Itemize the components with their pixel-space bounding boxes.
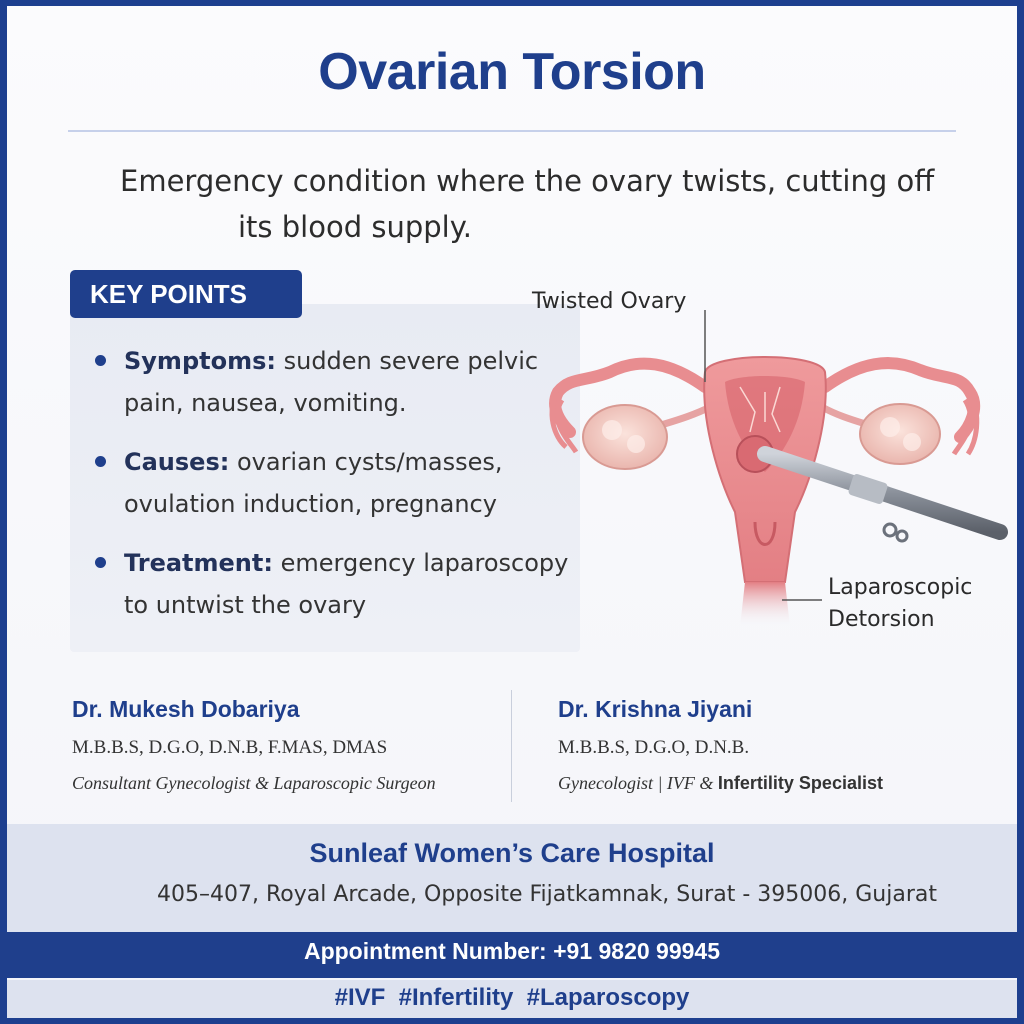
label-detorsion: Detorsion <box>828 607 935 632</box>
key-points-heading: KEY POINTS <box>70 270 302 318</box>
doctor-role <box>558 773 883 794</box>
label-twisted-ovary: Twisted Ovary <box>532 289 687 314</box>
left-ovary <box>583 405 667 469</box>
bullet-icon <box>95 557 106 568</box>
key-point-text: to untwist the ovary <box>124 591 367 619</box>
poster-title: Ovarian Torsion <box>318 43 706 101</box>
doctor-role: Consultant Gynecologist & Laparoscopic Surgeon <box>72 773 436 793</box>
key-point-label: Causes: <box>124 448 230 476</box>
cervix <box>740 582 790 627</box>
key-points-list <box>92 340 580 643</box>
doctor-role-specialty: Infertility Specialist <box>717 773 883 793</box>
hashtags: #IVF #Infertility #Laparoscopy <box>334 984 690 1011</box>
title-divider <box>68 130 956 132</box>
bullet-icon <box>95 456 106 467</box>
key-point-label: Symptoms: <box>124 347 276 375</box>
key-point-symptoms <box>92 340 580 424</box>
doctor-divider <box>511 690 512 802</box>
doctor-qualifications: M.B.B.S, D.G.O, D.N.B. <box>558 737 750 758</box>
appointment-number: Appointment Number: +91 9820 99945 <box>303 938 721 964</box>
key-point-treatment <box>92 542 580 626</box>
description-line-1: Emergency condition where the ovary twists, cutting off <box>120 164 935 198</box>
doctor-name: Dr. Krishna Jiyani <box>558 696 753 722</box>
hospital-name: Sunleaf Women’s Care Hospital <box>309 838 715 868</box>
doctor-card-1 <box>72 696 436 794</box>
label-laparoscopic: Laparoscopic <box>828 575 973 600</box>
doctor-name: Dr. Mukesh Dobariya <box>72 696 300 722</box>
description-line-2: its blood supply. <box>238 210 472 244</box>
hospital-address: 405–407, Royal Arcade, Opposite Fijatkamnak, Surat - 395006, Gujarat <box>157 882 937 907</box>
key-point-text: emergency laparoscopy <box>272 549 569 577</box>
bullet-icon <box>95 355 106 366</box>
doctor-qualifications: M.B.B.S, D.G.O, D.N.B, F.MAS, DMAS <box>72 737 388 758</box>
key-point-causes <box>92 441 580 525</box>
description <box>120 158 940 250</box>
key-point-text: sudden severe pelvic <box>275 347 539 375</box>
doctor-card-2 <box>558 696 883 794</box>
right-ovary <box>860 404 940 464</box>
key-point-label: Treatment: <box>124 549 273 577</box>
key-point-text: ovarian cysts/masses, <box>229 448 503 476</box>
doctor-role-prefix: Gynecologist | IVF & <box>558 773 718 793</box>
key-point-text: ovulation induction, pregnancy <box>124 490 497 518</box>
key-point-text: pain, nausea, vomiting. <box>124 389 407 417</box>
